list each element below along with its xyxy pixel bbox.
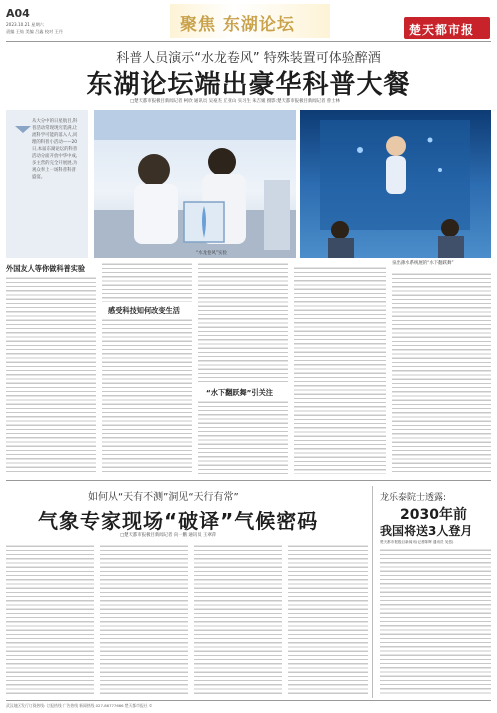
editor-line: 责编 王灿 美编 吕鑫 校对 王丹 — [6, 29, 63, 34]
header-divider — [6, 41, 491, 42]
article1-headline: 东湖论坛端出豪华科普大餐 — [86, 70, 411, 100]
article1-col2-text-b — [102, 318, 192, 474]
article1-byline: □楚天都市报极目新闻记者 柯欣 通讯员 吴豪杰 丘亚山 实习生 朱吉媛 摄影:楚天都市报极目新闻记者 曾士林 — [130, 99, 340, 104]
article1-col2-text-a — [102, 262, 192, 302]
intro-arrow — [15, 126, 31, 133]
article1-col3-text-a — [198, 262, 288, 382]
page-header — [0, 0, 497, 46]
article3-text — [380, 548, 491, 696]
section-divider-1 — [6, 480, 491, 481]
caption-photo-2: 泉出薄水系统展的“水下翻跃舞” — [392, 261, 454, 266]
subhead-3: “水下翻跃舞”引关注 — [206, 388, 273, 397]
article2-byline: □楚天都市报极目新闻记者 向一鹏 通讯员 王翠萍 — [120, 533, 217, 538]
photo-underwater-dance — [300, 110, 491, 258]
section-banner — [170, 4, 330, 38]
intro-sidebar-text: 从大分中的日星航目,科普活动常现现究装满,让流科学可能的落入人,同理的科普小活动——20日,本届东湖论坛的科普活动分面开放中华中成,多主营的完全开展展,为观众奉上一场科普科普盛宴。 — [32, 119, 78, 180]
paper-logo — [404, 17, 490, 39]
article3-headline-2: 我国将送3人登月 — [380, 524, 473, 538]
article2-col1-text — [6, 544, 94, 696]
page-number: A04 — [6, 7, 30, 20]
photo-water-tornado — [94, 110, 296, 258]
photo-water-tornado-art — [94, 110, 296, 258]
article3-byline: 楚天都市报极目新闻讯(记者陈辉 通讯员 吴悠) — [380, 540, 454, 544]
footer-divider — [6, 700, 491, 701]
section-title: 聚焦 东湖论坛 — [180, 15, 295, 35]
article2-kicker: 如何从“天有不测”洞见“天行有常” — [88, 492, 239, 503]
subhead-2: 感受科技知何改变生活 — [108, 306, 180, 315]
article2-headline: 气象专家现场“破译”气候密码 — [38, 509, 319, 533]
intro-sidebar — [6, 110, 88, 258]
article1-col3-text-b — [198, 400, 288, 474]
date-line: 2023.10.21 星期六 — [6, 22, 44, 27]
photo-underwater-dance-art — [300, 110, 491, 258]
article1-col1-text — [6, 276, 96, 474]
article1-kicker: 科普人员演示“水龙卷风” 特殊装置可体验醉酒 — [116, 51, 381, 66]
article3-headline-1: 2030年前 — [400, 507, 467, 523]
article2-col2-text — [100, 544, 188, 696]
column-divider — [372, 486, 373, 698]
article3-kicker: 龙乐泰院士透露: — [380, 493, 447, 503]
caption-photo-1: “水龙卷风”实验 — [196, 251, 227, 256]
paper-name: 楚天都市报 — [409, 23, 475, 37]
article1-col5-text — [392, 272, 491, 474]
footer-text: 武汉地区发行订阅热线: 订报热线 广告热线 新闻热线 027-86777666 楚天都市报社 © — [6, 703, 153, 708]
article2-col3-text — [194, 544, 282, 696]
article1-col4-text — [294, 266, 386, 474]
article2-col4-text — [288, 544, 368, 696]
subhead-1: 外国友人等你做科普实验 — [6, 264, 86, 273]
